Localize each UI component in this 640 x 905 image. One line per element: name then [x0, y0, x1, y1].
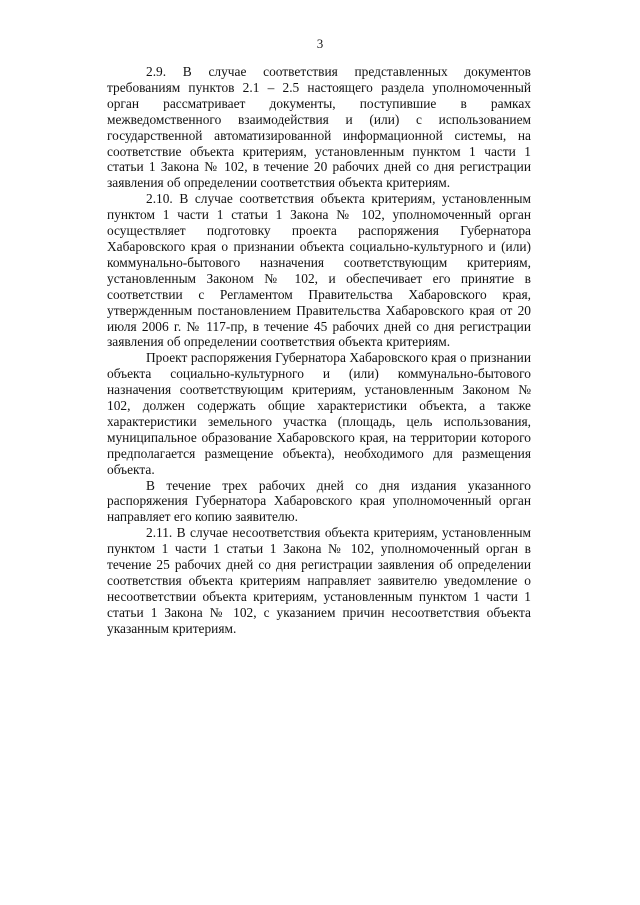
paragraph-2-9: 2.9. В случае соответствия представленных документов требованиям пунктов 2.1 – 2.5 настоящего раздела уполномоченный орган рассматривает документы, поступившие в рамках межведомственного взаимодействия и (или) с использованием государственной автоматизированной информационной системы, на соответствие объекта критериям, установленным пунктом 1 части 1 статьи 1 Закона № 102, в течение 20 рабочих дней со дня регистрации заявления об определении соответствия объекта критериям. [107, 64, 531, 191]
paragraph-copy-to-applicant: В течение трех рабочих дней со дня издания указанного распоряжения Губернатора Хабаровского края уполномоченный орган направляет его копию заявителю. [107, 477, 531, 525]
page-number: 3 [316, 36, 324, 51]
paragraph-2-11: 2.11. В случае несоответствия объекта критериям, установленным пунктом 1 части 1 статьи 1 Закона № 102, уполномоченный орган в течение 25 рабочих дней со дня регистрации заявления об определении соответствия объекта критериям направляет заявителю уведомление о несоответствии объекта критериям, установленным пунктом 1 части 1 статьи 1 Закона № 102, с указанием причин несоответствия объекта указанным критериям. [107, 525, 531, 636]
document-body [107, 64, 531, 637]
paragraph-draft-order-content: Проект распоряжения Губернатора Хабаровского края о признании объекта социально-культурного и (или) коммунально-бытового назначения соответствующим критериям, установленным Законом № 102, должен содержать общие характеристики объекта, а также характеристики земельного участка (площадь, цель использования, муниципальное образование Хабаровского края, на территории которого предполагается размещение объекта), необходимого для размещения объекта. [107, 350, 531, 477]
paragraph-2-10: 2.10. В случае соответствия объекта критериям, установленным пунктом 1 части 1 статьи 1 Закона № 102, уполномоченный орган осуществляет подготовку проекта распоряжения Губернатора Хабаровского края о признании объекта социально-культурного и (или) коммунально-бытового назначения соответствующим критериям, установленным Законом № 102, и обеспечивает его принятие в соответствии с Регламентом Правительства Хабаровского края, утвержденным постановлением Правительства Хабаровского края от 20 июля 2006 г. № 117-пр, в течение 45 рабочих дней со дня регистрации заявления об определении соответствия объекта критериям. [107, 191, 531, 350]
